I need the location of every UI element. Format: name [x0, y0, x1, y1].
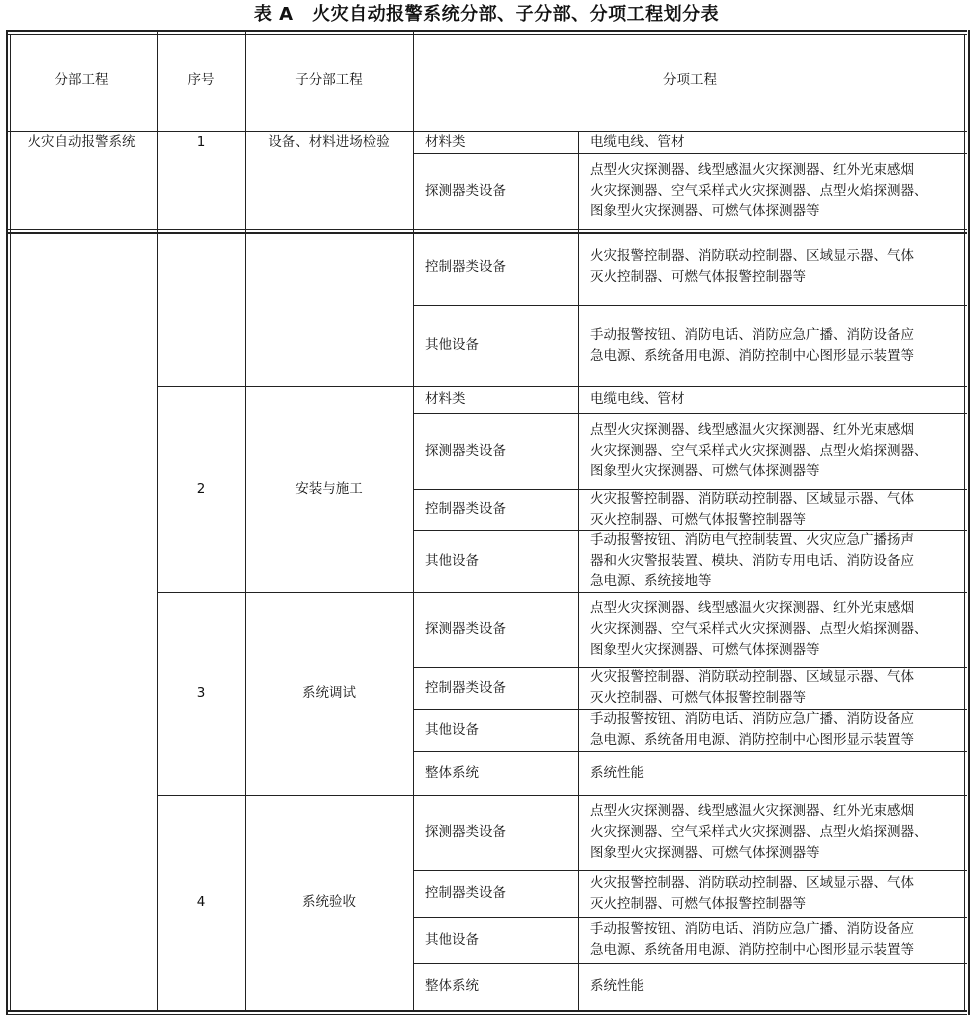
content-cell: 火灾报警控制器、消防联动控制器、区域显示器、气体 灭火控制器、可燃气体报警控制器等	[590, 669, 914, 706]
category-cell: 控制器类设备	[425, 679, 506, 696]
subdivision-cell: 安装与施工	[295, 480, 363, 497]
content-cell: 火灾报警控制器、消防联动控制器、区域显示器、气体 灭火控制器、可燃气体报警控制器等	[590, 490, 914, 528]
table-title: 表 A 火灾自动报警系统分部、子分部、分项工程划分表	[253, 4, 720, 25]
content-cell: 手动报警按钮、消防电话、消防应急广播、消防设备应 急电源、系统备用电源、消防控制中心图形显示装置等	[590, 921, 914, 958]
category-cell: 其他设备	[425, 337, 479, 354]
seq-cell: 4	[196, 894, 206, 911]
category-cell: 探测器类设备	[425, 442, 506, 459]
category-cell: 探测器类设备	[425, 621, 506, 638]
category-cell: 控制器类设备	[425, 258, 506, 275]
table-left-border-inner	[10, 34, 11, 1010]
content-cell: 点型火灾探测器、线型感温火灾探测器、红外光束感烟 火灾探测器、空气采样式火灾探测器、点型火焰探测器、 图象型火灾探测器、可燃气体探测器等	[590, 803, 928, 861]
header-seq: 序号	[187, 72, 215, 89]
category-cell: 材料类	[425, 391, 466, 408]
category-cell: 探测器类设备	[425, 824, 506, 841]
table-bottom-border-inner	[6, 1014, 967, 1015]
subdivision-cell: 系统调试	[302, 685, 356, 702]
content-cell: 系统性能	[590, 978, 644, 995]
header-item: 分项工程	[663, 72, 717, 89]
content-cell: 点型火灾探测器、线型感温火灾探测器、红外光束感烟 火灾探测器、空气采样式火灾探测器、点型火焰探测器、 图象型火灾探测器、可燃气体探测器等	[590, 600, 928, 658]
content-cell: 点型火灾探测器、线型感温火灾探测器、红外光束感烟 火灾探测器、空气采样式火灾探测器、点型火焰探测器、 图象型火灾探测器、可燃气体探测器等	[590, 421, 928, 480]
group-rule	[157, 232, 413, 233]
content-cell: 系统性能	[590, 764, 644, 781]
table-left-border	[6, 30, 8, 1015]
content-cell: 火灾报警控制器、消防联动控制器、区域显示器、气体 灭火控制器、可燃气体报警控制器等	[590, 874, 914, 912]
category-cell: 整体系统	[425, 764, 479, 781]
header-subdivision: 子分部工程	[295, 72, 363, 89]
category-cell: 控制器类设备	[425, 501, 506, 518]
seq-cell: 2	[196, 480, 206, 497]
content-cell: 电缆电线、管材	[590, 133, 685, 150]
category-cell: 整体系统	[425, 978, 479, 995]
content-cell: 电缆电线、管材	[590, 391, 685, 408]
table-right-border	[968, 30, 970, 1015]
content-cell: 手动报警按钮、消防电气控制装置、火灾应急广播扬声 器和火灾警报装置、模块、消防专用电话、消防设备应 急电源、系统接地等	[590, 531, 914, 590]
table-bottom-border	[6, 1010, 967, 1012]
subdivision-cell: 系统验收	[302, 894, 356, 911]
content-cell: 手动报警按钮、消防电话、消防应急广播、消防设备应 急电源、系统备用电源、消防控制中心图形显示装置等	[590, 326, 914, 364]
content-cell: 点型火灾探测器、线型感温火灾探测器、红外光束感烟 火灾探测器、空气采样式火灾探测器、点型火焰探测器、 图象型火灾探测器、可燃气体探测器等	[590, 161, 928, 220]
division-name-cell: 火灾自动报警系统	[27, 133, 136, 150]
category-cell: 控制器类设备	[425, 885, 506, 902]
seq-cell: 3	[196, 685, 206, 702]
category-cell: 材料类	[425, 133, 466, 150]
subdivision-cell: 设备、材料进场检验	[268, 133, 390, 150]
content-cell: 火灾报警控制器、消防联动控制器、区域显示器、气体 灭火控制器、可燃气体报警控制器等	[590, 248, 914, 285]
header-division: 分部工程	[54, 72, 109, 89]
seq-cell: 1	[196, 133, 206, 150]
content-cell: 手动报警按钮、消防电话、消防应急广播、消防设备应 急电源、系统备用电源、消防控制中心图形显示装置等	[590, 711, 914, 748]
category-cell: 探测器类设备	[425, 182, 506, 199]
category-cell: 其他设备	[425, 552, 479, 569]
category-cell: 其他设备	[425, 721, 479, 738]
category-cell: 其他设备	[425, 931, 479, 948]
